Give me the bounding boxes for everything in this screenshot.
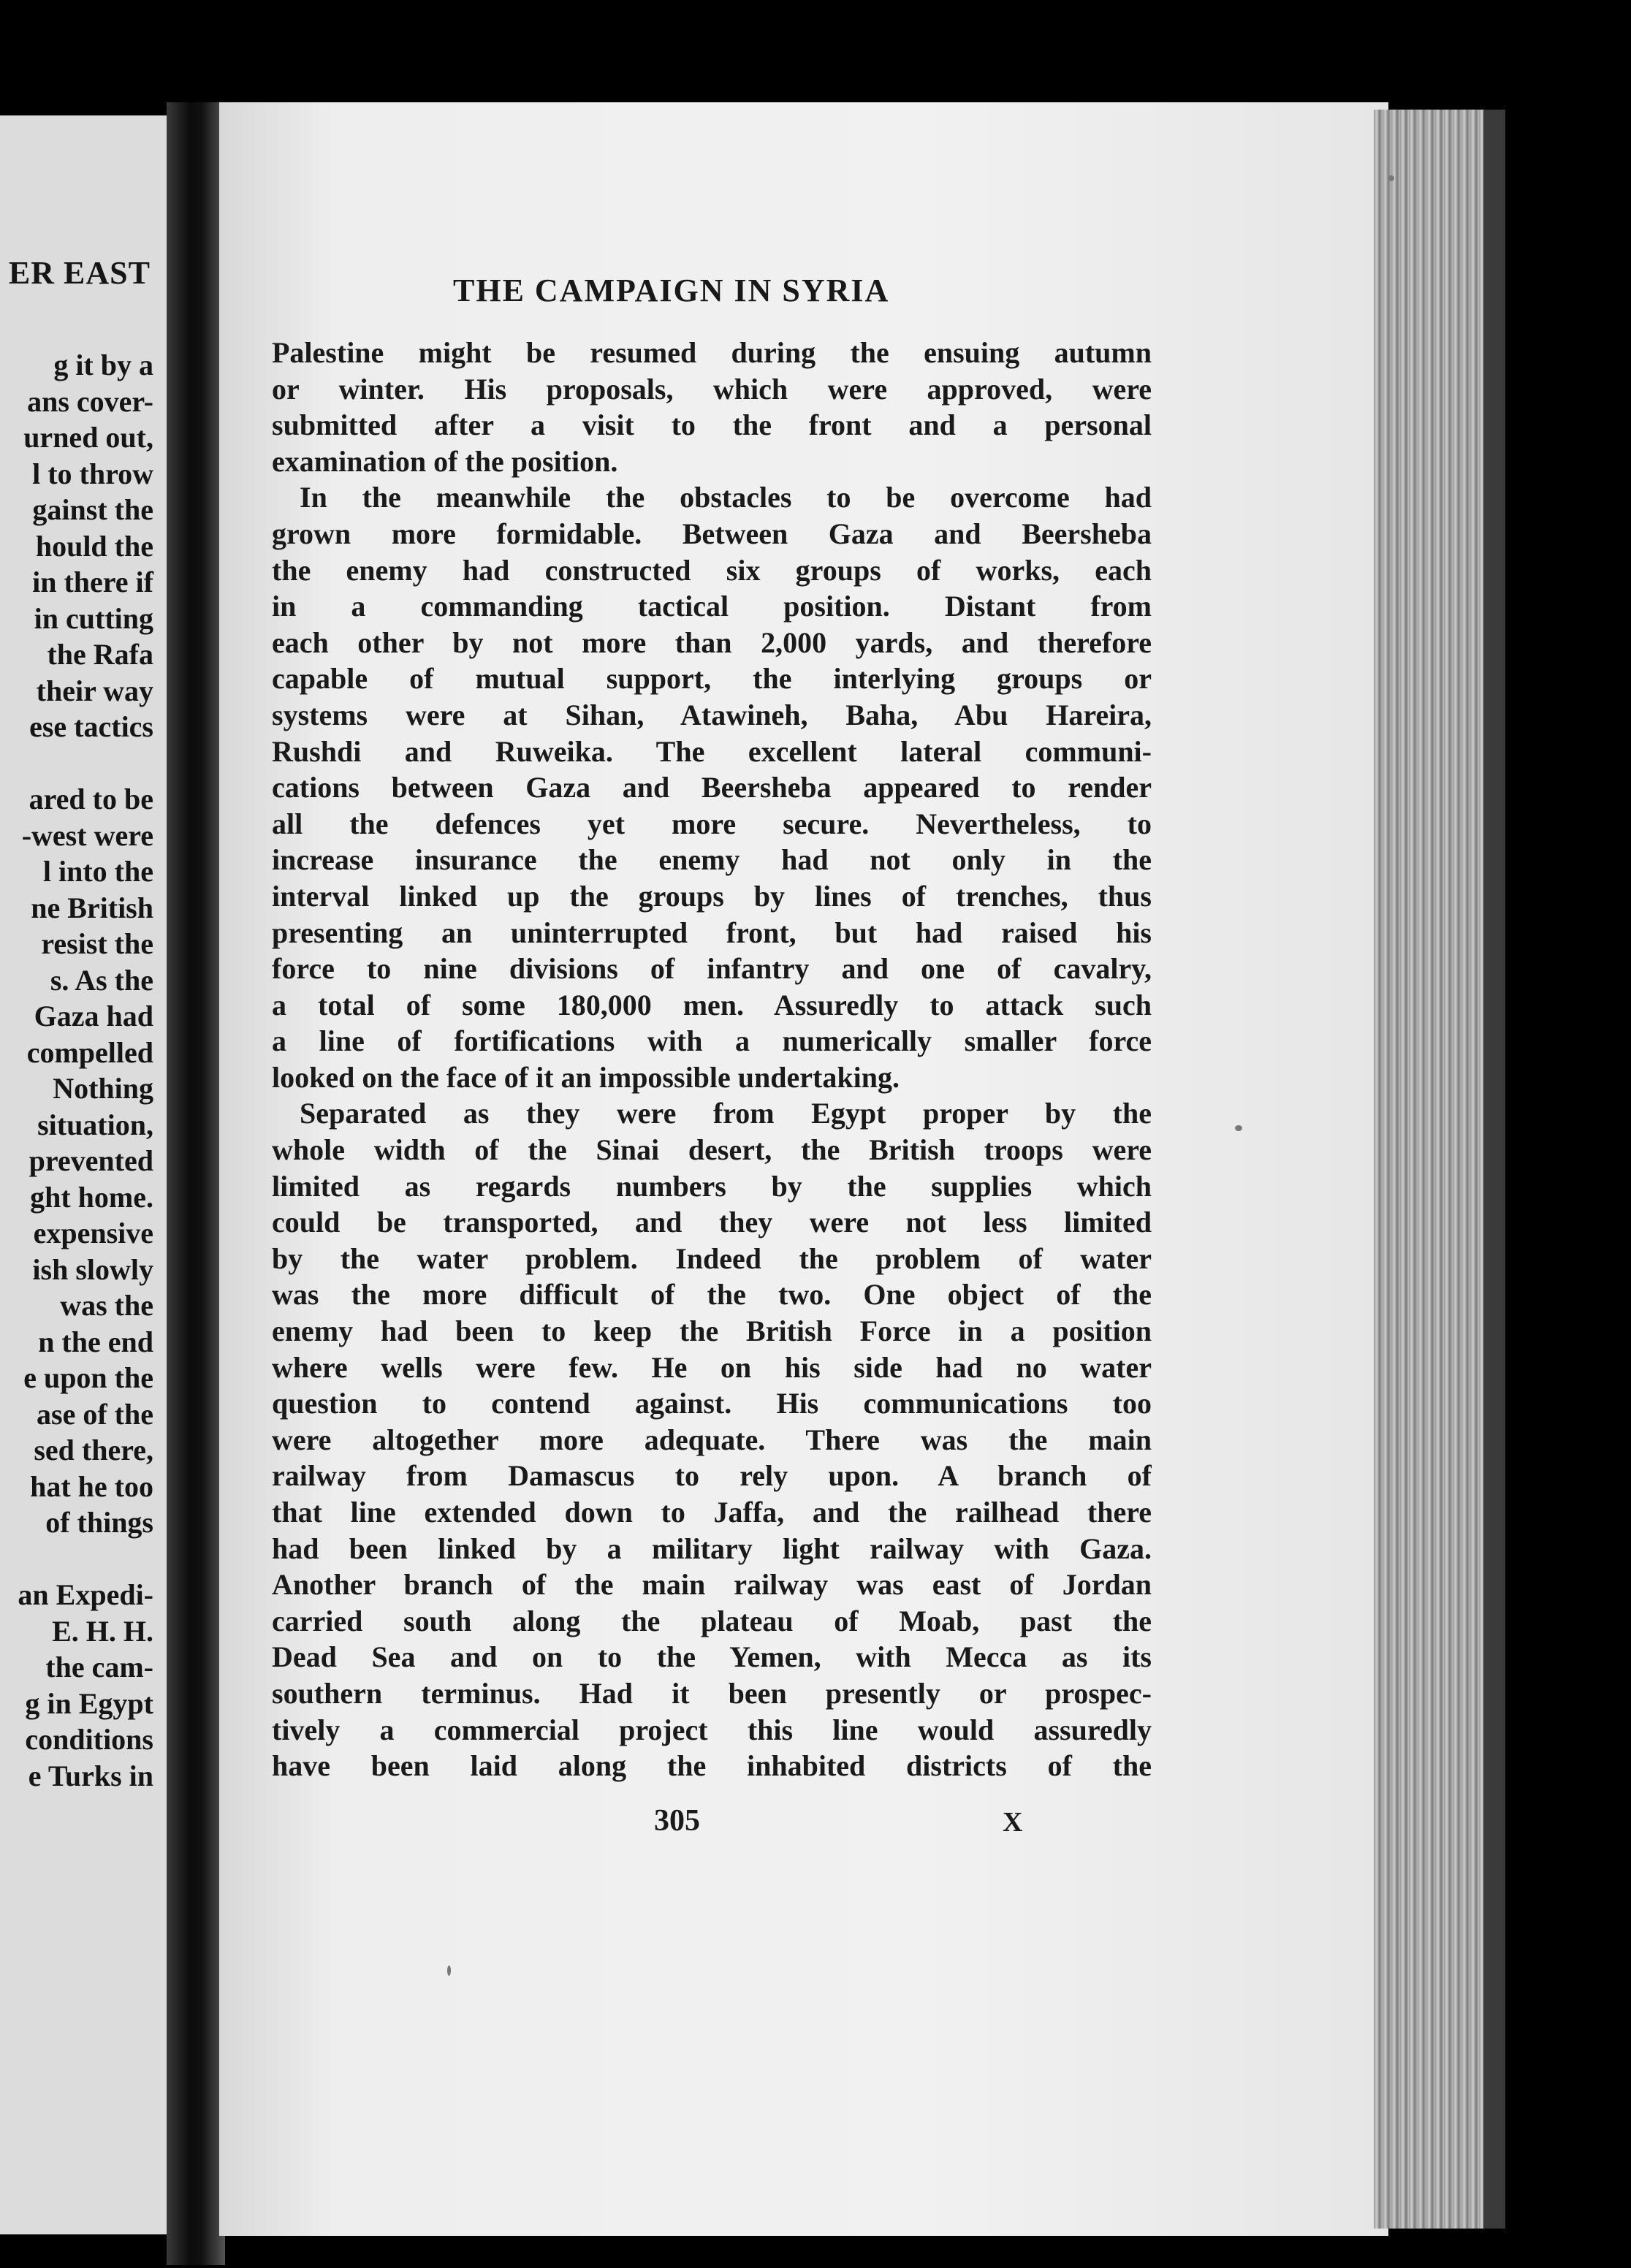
- text-line: have been laid along the inhabited districts of the: [272, 1749, 1152, 1783]
- left-text-line: the cam-: [45, 1651, 153, 1683]
- left-text-line: hould the: [35, 529, 153, 563]
- left-text-line: their way: [36, 674, 153, 707]
- left-text-line: l into the: [42, 855, 153, 888]
- text-line: a total of some 180,000 men. Assuredly to attack such: [272, 988, 1152, 1021]
- left-text-line: expensive: [33, 1217, 153, 1249]
- text-line: southern terminus. Had it been presently or prospec-: [272, 1676, 1152, 1710]
- left-text-line: in there if: [32, 566, 153, 598]
- left-text-line: in cutting: [34, 601, 153, 635]
- dust-speck: [1388, 175, 1394, 181]
- text-line: Another branch of the main railway was east of Jordan: [272, 1568, 1152, 1602]
- left-running-head: ER EAST: [8, 255, 151, 291]
- left-text-line: Gaza had: [34, 1000, 153, 1032]
- text-line: force to nine divisions of infantry and one of cavalry,: [272, 952, 1152, 986]
- text-line: by the water problem. Indeed the problem of water: [272, 1241, 1152, 1275]
- text-line: grown more formidable. Between Gaza and Beersheba: [272, 517, 1152, 550]
- text-line: in a commanding tactical position. Distant from: [272, 590, 1152, 623]
- left-text-line: ne British: [31, 891, 153, 924]
- text-line: could be transported, and they were not less limited: [272, 1206, 1152, 1239]
- text-line: limited as regards numbers by the supplies which: [272, 1169, 1152, 1203]
- left-text-line: l to throw: [32, 457, 153, 490]
- left-text-line: ase of the: [37, 1397, 153, 1431]
- left-text-line: E. H. H.: [52, 1614, 153, 1648]
- text-line: presenting an uninterrupted front, but had raised his: [272, 916, 1152, 949]
- left-text-line: ish slowly: [32, 1252, 153, 1286]
- text-line: increase insurance the enemy had not only in the: [272, 843, 1152, 877]
- text-line: were altogether more adequate. There was the main: [272, 1423, 1152, 1456]
- left-text-line: Nothing: [53, 1072, 153, 1105]
- text-line: interval linked up the groups by lines of trenches, thus: [272, 879, 1152, 913]
- text-line: In the meanwhile the obstacles to be overcome had: [300, 481, 1152, 514]
- text-line: capable of mutual support, the interlying groups or: [272, 662, 1152, 696]
- left-text-line: the Rafa: [47, 638, 153, 671]
- body-text: [272, 335, 1152, 1784]
- text-line: railway from Damascus to rely upon. A branch of: [272, 1459, 1152, 1493]
- left-text-line: sed there,: [34, 1434, 153, 1466]
- text-line: whole width of the Sinai desert, the British troops were: [272, 1133, 1152, 1167]
- text-line: each other by not more than 2,000 yards, and therefore: [272, 625, 1152, 659]
- left-text-line: s. As the: [50, 963, 153, 997]
- left-text-line: ght home.: [30, 1180, 153, 1214]
- text-line: a line of fortifications with a numerically smaller force: [272, 1024, 1152, 1058]
- text-line: systems were at Sihan, Atawineh, Baha, Abu Hareira,: [272, 698, 1152, 731]
- left-text-line: -west were: [21, 818, 153, 852]
- left-text-line: an Expedi-: [18, 1578, 153, 1611]
- text-line: carried south along the plateau of Moab, past the: [272, 1604, 1152, 1637]
- left-text-line: compelled: [26, 1035, 153, 1069]
- page-edge-shadow: [1483, 110, 1505, 2229]
- book-gutter: [167, 102, 225, 2265]
- text-line: Separated as they were from Egypt proper by the: [300, 1097, 1152, 1130]
- text-line: enemy had been to keep the British Force in a position: [272, 1314, 1152, 1348]
- text-line: cations between Gaza and Beersheba appeared to render: [272, 771, 1152, 804]
- text-line: was the more difficult of the two. One object of the: [272, 1278, 1152, 1312]
- left-text-line: prevented: [28, 1144, 153, 1177]
- text-line: had been linked by a military light railway with Gaza.: [272, 1531, 1152, 1565]
- left-text-line: hat he too: [30, 1469, 153, 1503]
- signature-mark: X: [1003, 1807, 1023, 1838]
- left-text-line: resist the: [41, 927, 153, 960]
- left-text-line: e Turks in: [28, 1759, 153, 1792]
- left-text-line: g it by a: [53, 349, 153, 381]
- dust-speck: [447, 1966, 451, 1976]
- text-line: all the defences yet more secure. Nevertheless, to: [272, 807, 1152, 840]
- text-line: Palestine might be resumed during the ensuing autumn: [272, 336, 1152, 369]
- left-text-line: ared to be: [28, 783, 153, 815]
- left-text-line: of things: [45, 1506, 153, 1539]
- text-line: looked on the face of it an impossible undertaking.: [272, 1060, 900, 1094]
- text-line: Dead Sea and on to the Yemen, with Mecca as its: [272, 1640, 1152, 1674]
- left-text-line: gainst the: [32, 493, 153, 526]
- text-line: examination of the position.: [272, 444, 618, 478]
- dust-speck: [1235, 1125, 1242, 1131]
- left-text-line: ans cover-: [27, 384, 153, 418]
- left-text-line: urned out,: [23, 421, 153, 454]
- page-edges: [1374, 110, 1483, 2229]
- text-line: or winter. His proposals, which were approved, were: [272, 372, 1152, 406]
- left-facing-page: [0, 115, 167, 2234]
- left-text-line: was the: [60, 1289, 153, 1322]
- text-line: Rushdi and Ruweika. The excellent lateral communi-: [272, 734, 1152, 768]
- text-line: question to contend against. His communications too: [272, 1387, 1152, 1420]
- left-text-line: e upon the: [23, 1361, 153, 1394]
- running-head: THE CAMPAIGN IN SYRIA: [453, 273, 890, 308]
- text-line: submitted after a visit to the front and a personal: [272, 408, 1152, 442]
- left-text-line: situation,: [37, 1108, 153, 1141]
- page-number: 305: [654, 1804, 700, 1838]
- text-line: that line extended down to Jaffa, and the railhead there: [272, 1496, 1152, 1529]
- text-line: tively a commercial project this line would assuredly: [272, 1713, 1152, 1746]
- left-text-line: n the end: [38, 1325, 153, 1358]
- text-line: where wells were few. He on his side had no water: [272, 1350, 1152, 1384]
- left-text-line: conditions: [25, 1723, 153, 1756]
- left-text-line: g in Egypt: [25, 1686, 153, 1720]
- text-line: the enemy had constructed six groups of works, each: [272, 553, 1152, 587]
- left-text-line: ese tactics: [29, 710, 153, 743]
